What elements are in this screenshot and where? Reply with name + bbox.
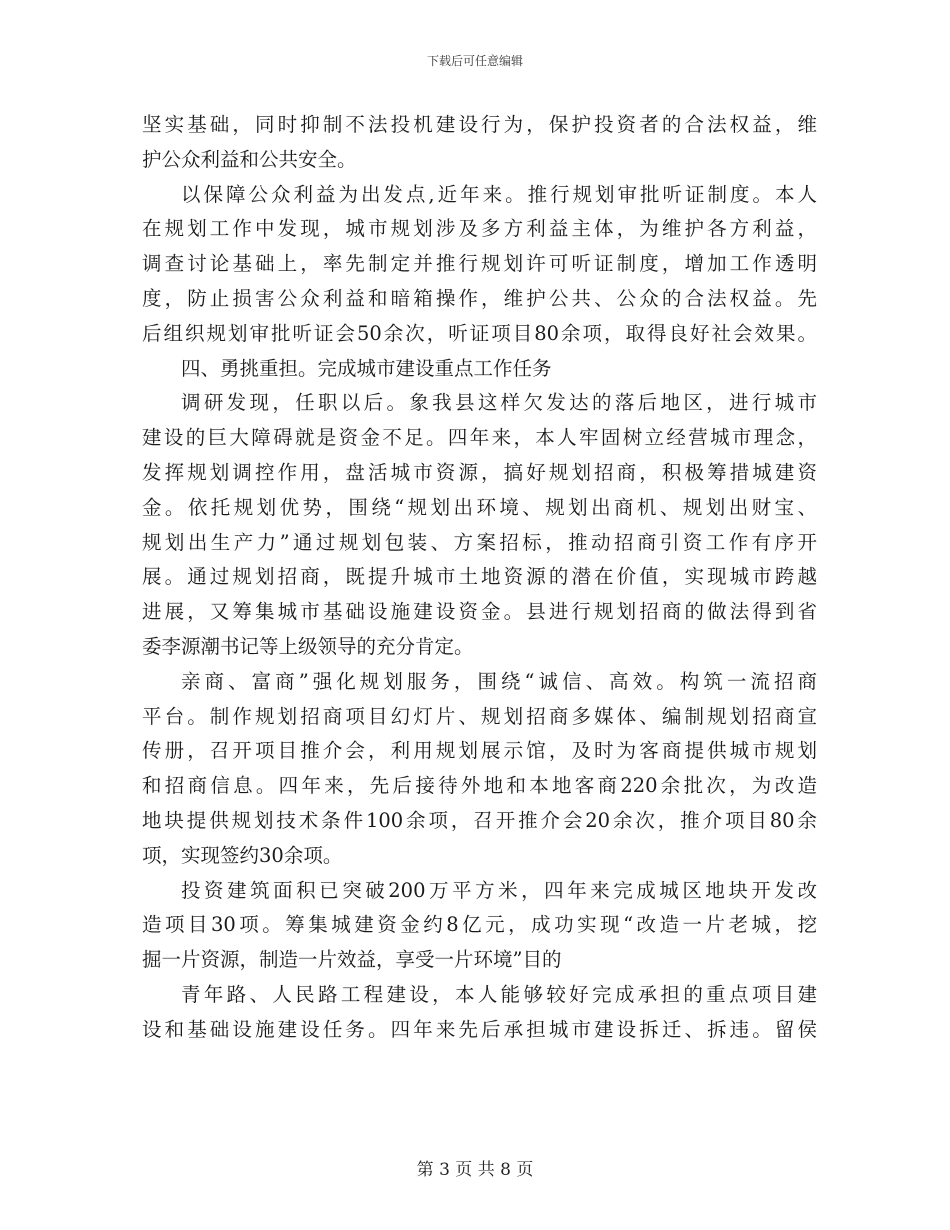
text-line: 四、勇挑重担。完成城市建设重点工作任务 <box>181 356 552 380</box>
paragraph <box>142 178 817 352</box>
paragraph <box>142 874 817 978</box>
text-line: 平台。制作规划招商项目幻灯片、规划招商多媒体、编制规划招商宣 <box>142 704 817 728</box>
text-line: 青年路、人民路工程建设，本人能够较好完成承担的重点项目建 <box>181 982 817 1006</box>
document-body <box>142 108 817 1048</box>
text-line: 投资建筑面积已突破200万平方米，四年来完成城区地块开发改 <box>181 878 817 902</box>
page-footer: 第 3 页 共 8 页 <box>416 1160 534 1180</box>
paragraph <box>142 352 817 387</box>
text-line: 地块提供规划技术条件100余项，召开推介会20余次，推介项目80余 <box>142 808 817 832</box>
text-line: 传册，召开项目推介会，利用规划展示馆，及时为客商提供城市规划 <box>142 739 817 763</box>
text-line: 调查讨论基础上，率先制定并推行规划许可听证制度，增加工作透明 <box>142 252 817 276</box>
text-line: 掘一片资源，制造一片效益，享受一片环境”目的 <box>142 948 562 972</box>
text-line: 委李源潮书记等上级领导的充分肯定。 <box>142 634 474 658</box>
text-line: 在规划工作中发现，城市规划涉及多方利益主体，为维护各方利益， <box>142 217 817 241</box>
text-line: 建设的巨大障碍就是资金不足。四年来，本人牢固树立经营城市理念， <box>142 426 817 450</box>
text-line: 坚实基础，同时抑制不法投机建设行为，保护投资者的合法权益，维 <box>142 113 817 136</box>
paragraph <box>142 386 817 664</box>
text-line: 调研发现，任职以后。象我县这样欠发达的落后地区，进行城市 <box>181 391 817 415</box>
text-line: 和招商信息。四年来，先后接待外地和本地客商220余批次，为改造 <box>142 774 817 798</box>
text-line: 后组织规划审批听证会50余次，听证项目80余项，取得良好社会效果。 <box>142 321 817 345</box>
paragraph <box>142 108 817 178</box>
text-line: 项，实现签约30余项。 <box>142 843 343 867</box>
text-line: 度，防止损害公众利益和暗箱操作，维护公共、公众的合法权益。先 <box>142 286 817 310</box>
text-line: 设和基础设施建设任务。四年来先后承担城市建设拆迁、拆违。留侯 <box>142 1017 817 1041</box>
paragraph <box>142 665 817 874</box>
page-header: 下载后可任意编辑 <box>426 54 523 68</box>
text-line: 亲商、富商”强化规划服务，围绕“诚信、高效。构筑一流招商 <box>181 669 817 693</box>
text-line: 护公众利益和公共安全。 <box>142 147 357 171</box>
text-line: 规划出生产力”通过规划包装、方案招标，推动招商引资工作有序开 <box>142 530 817 554</box>
text-line: 金。依托规划优势，围绕“规划出环境、规划出商机、规划出财宝、 <box>142 495 817 519</box>
paragraph <box>142 978 817 1048</box>
text-line: 造项目30项。筹集城建资金约8亿元，成功实现“改造一片老城，挖 <box>142 913 817 937</box>
text-line: 以保障公众利益为出发点,近年来。推行规划审批听证制度。本人 <box>181 182 817 206</box>
text-line: 发挥规划调控作用，盘活城市资源，搞好规划招商，积极筹措城建资 <box>142 460 817 484</box>
text-line: 进展，又筹集城市基础设施建设资金。县进行规划招商的做法得到省 <box>142 600 817 624</box>
text-line: 展。通过规划招商，既提升城市土地资源的潜在价值，实现城市跨越 <box>142 565 817 589</box>
